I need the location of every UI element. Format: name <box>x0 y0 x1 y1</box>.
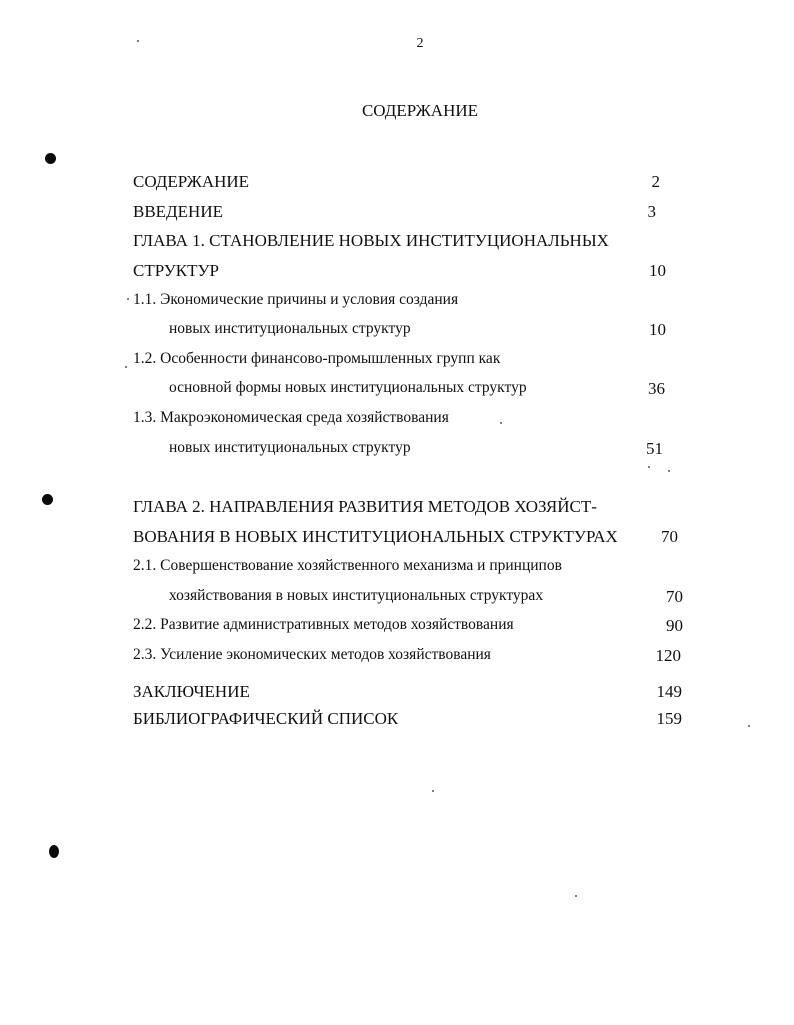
toc-entry-page: 120 <box>655 646 681 665</box>
toc-entry-page: 10 <box>649 320 666 339</box>
toc-entry-title: 1.2. Особенности финансово-промышленных групп как <box>133 350 501 367</box>
toc-entry-title: 2.3. Усиление экономических методов хозяйствования <box>133 646 491 663</box>
scan-speck <box>127 298 129 300</box>
toc-entry-title: 2.1. Совершенствование хозяйственного механизма и принципов <box>133 557 562 574</box>
toc-entry-page: 70 <box>661 527 678 546</box>
page-title: СОДЕРЖАНИЕ <box>361 101 479 120</box>
toc-entry-title: СТРУКТУР <box>133 261 220 280</box>
scan-speck <box>575 895 577 897</box>
toc-entry-page: 10 <box>649 261 666 280</box>
scan-speck <box>500 422 502 424</box>
page-number: 2 <box>416 36 424 51</box>
toc-entry-page: 36 <box>648 379 665 398</box>
scan-speck <box>137 40 139 42</box>
toc-entry-title: ГЛАВА 1. СТАНОВЛЕНИЕ НОВЫХ ИНСТИТУЦИОНАЛЬНЫХ <box>133 231 609 250</box>
toc-entry-title: ВОВАНИЯ В НОВЫХ ИНСТИТУЦИОНАЛЬНЫХ СТРУКТУРАХ <box>133 527 618 546</box>
toc-entry-title: 1.1. Экономические причины и условия создания <box>133 291 459 308</box>
toc-entry-page: 3 <box>647 202 656 221</box>
binder-hole <box>42 494 53 505</box>
toc-entry-title: хозяйствования в новых институциональных структурах <box>169 587 544 604</box>
toc-entry-title: новых институциональных структур <box>169 439 411 456</box>
binder-hole <box>45 153 56 164</box>
toc-entry-page: 51 <box>646 439 663 458</box>
toc-entry-title: ЗАКЛЮЧЕНИЕ <box>133 682 250 701</box>
toc-entry-title: основной формы новых институциональных структур <box>169 379 527 396</box>
toc-entry-title: ГЛАВА 2. НАПРАВЛЕНИЯ РАЗВИТИЯ МЕТОДОВ ХОЗЯЙСТ- <box>133 497 597 516</box>
toc-entry-page: 90 <box>666 616 683 635</box>
toc-entry-page: 2 <box>651 172 660 191</box>
scan-speck <box>125 366 127 368</box>
toc-entry-title: 2.2. Развитие административных методов хозяйствования <box>133 616 514 633</box>
toc-entry-title: новых институциональных структур <box>169 320 411 337</box>
toc-entry-title: ВВЕДЕНИЕ <box>133 202 223 221</box>
scan-speck <box>648 466 650 468</box>
toc-entry-title: 1.3. Макроэкономическая среда хозяйствования <box>133 409 449 426</box>
scan-speck <box>668 470 670 472</box>
binder-hole <box>49 845 59 858</box>
scan-speck <box>748 725 750 727</box>
toc-entry-page: 70 <box>666 587 683 606</box>
toc-entry-page: 149 <box>656 682 682 701</box>
toc-entry-page: 159 <box>656 709 682 728</box>
scan-speck <box>432 790 434 792</box>
toc-entry-title: СОДЕРЖАНИЕ <box>133 172 250 191</box>
toc-entry-title: БИБЛИОГРАФИЧЕСКИЙ СПИСОК <box>133 709 399 728</box>
